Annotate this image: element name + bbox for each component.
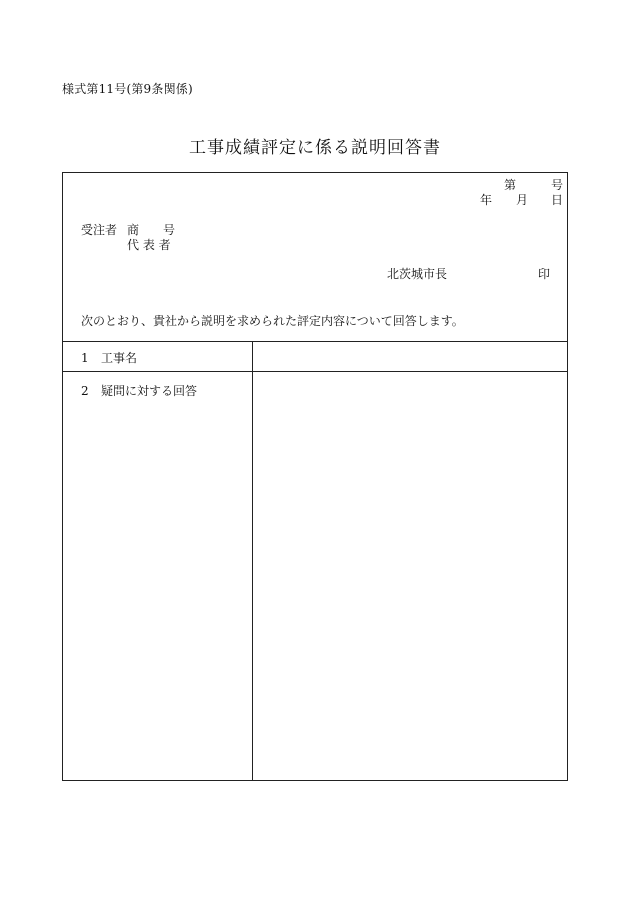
seal-mark: 印 [538,267,551,281]
row-label: 工事名 [101,351,138,365]
form-header-area [63,173,567,341]
answer-field[interactable] [253,372,566,779]
date-day: 日 [551,193,564,207]
form-number: 様式第11号(第9条関係) [62,82,193,96]
body-text: 次のとおり、貴社から説明を求められた評定内容について回答します。 [81,314,464,328]
form-box [62,172,568,781]
row-label: 疑問に対する回答 [101,384,198,398]
representative-label: 代 表 者 [127,238,171,252]
recipient-label: 受注者 [81,223,118,237]
issuer-name: 北茨城市長 [387,267,448,281]
date-month: 月 [516,193,529,207]
trade-name-label: 商 号 [127,223,176,237]
doc-number-dai: 第 [504,178,517,192]
date-year: 年 [480,193,493,207]
row-number: 2 [81,384,89,398]
doc-number-go: 号 [551,178,564,192]
construction-name-field[interactable] [253,342,566,371]
row-answer-label [81,382,197,399]
row-construction-name-label [81,349,137,366]
row-number: 1 [81,351,89,365]
document-title: 工事成績評定に係る説明回答書 [189,138,441,158]
